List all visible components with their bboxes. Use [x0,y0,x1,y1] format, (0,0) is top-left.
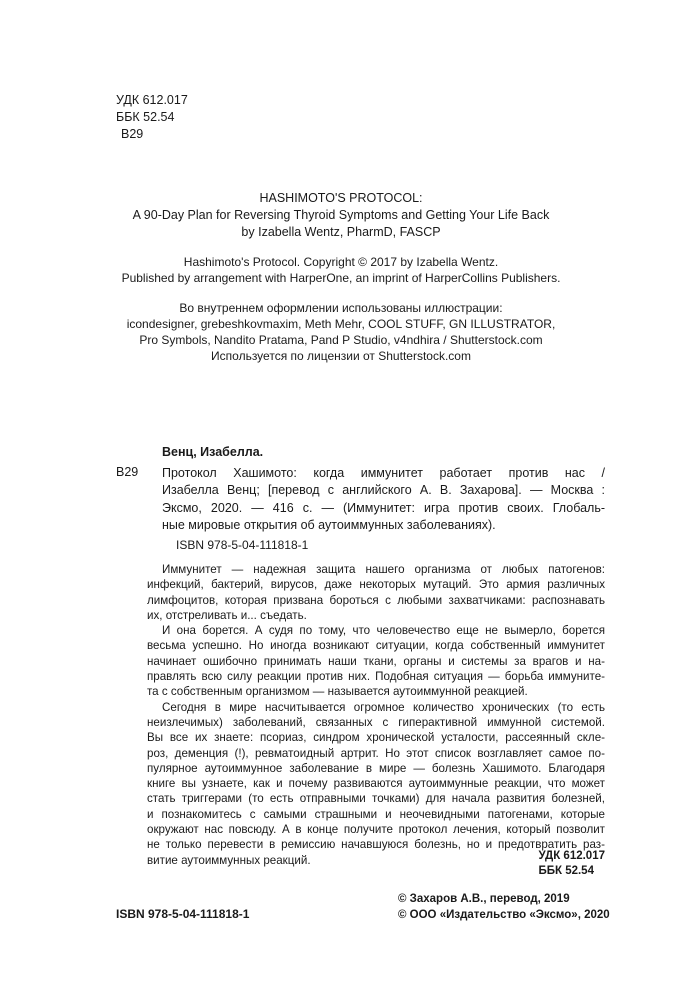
annotation-line: неизлечимых) заболеваний, связанных с гиперактивной иммунной системой. [147,715,605,729]
annotation-line: весьма успешно. Но иногда возникают ситуации, когда собственный иммунитет [147,639,605,653]
author-sign: В29 [121,127,144,141]
udk-code: УДК 612.017 [116,93,188,107]
biblio-isbn: ISBN 978-5-04-111818-1 [176,538,309,552]
biblio-description [162,465,605,534]
footer-isbn: ISBN 978-5-04-111818-1 [116,907,250,921]
footer-classification [538,849,605,879]
annotation-line: окружают нас повсюду. А в конце получите протокол лечения, который позволит [147,823,605,837]
annotation-line: роз, деменция (!), ревматоидный артрит. Но этот список возглавляет самое по- [147,746,605,760]
illustration-credit-line: icondesigner, grebeshkovmaxim, Meth Mehr, COOL STUFF, GN ILLUSTRATOR, [126,317,556,331]
annotation-line: и познакомитесь с самыми страшными и неочевидными патогенами, которые [147,807,605,821]
original-author: by Izabella Wentz, PharmD, FASCP [241,225,441,239]
illustration-credits [0,300,682,364]
illustration-credit-line: Используется по лицензии от Shutterstock.com [211,349,471,363]
classification-block [116,92,188,143]
annotation-line: стать триггерами (то есть отправными точками) для начала развития болезней, [147,792,605,806]
annotation-line: Вы все их знаете: псориаз, синдром хронической усталости, рассеянный скле- [147,731,605,745]
original-title-block [0,190,682,241]
annotation-line: Иммунитет — надежная защита нашего организма от любых патогенов: [162,563,605,576]
annotation-line: книге вы узнаете, как и почему развиваются аутоиммунные реакции, что может [147,777,605,791]
footer-copyrights [398,891,610,923]
original-title: HASHIMOTO'S PROTOCOL: [259,191,423,205]
copyright-line: Hashimoto's Protocol. Copyright © 2017 by Izabella Wentz. [183,255,499,269]
biblio-line: ные мировые открытия об аутоиммунных заболеваниях). [162,517,496,532]
copyright-publisher: © ООО «Издательство «Эксмо», 2020 [398,909,610,921]
annotation-line: лимфоцитов, которая призвана бороться с любыми захватчиками: распознавать [147,593,605,607]
annotation-paragraph [147,700,605,868]
biblio-line: Эксмо, 2020. — 416 с. — (Иммунитет: игра против своих. Глобаль- [162,500,605,515]
biblio-line: Изабелла Венц; [перевод с английского А. В. Захарова]. — Москва : [162,483,605,498]
biblio-author-heading: Венц, Изабелла. [162,445,264,459]
illustration-credit-line: Во внутреннем оформлении использованы иллюстрации: [179,301,503,315]
footer-udk: УДК 612.017 [538,850,605,862]
annotation-line: пулярное аутоиммунное заболевание в мире — болезнь Хашимото. Благодаря [147,761,605,775]
annotation-line: инфекций, бактерий, вирусов, даже некоторых мутаций. Это армия различных [147,578,605,592]
annotation-line: начинает ошибочно принимать наши ткани, органы и системы за врагов и на- [147,654,605,668]
original-copyright-block [0,254,682,286]
annotation [147,562,605,868]
published-by-line: Published by arrangement with HarperOne, an imprint of HarperCollins Publishers. [121,271,561,285]
annotation-line: та с собственным организмом — называется аутоиммунной реакцией. [147,685,528,699]
bbk-code: ББК 52.54 [116,110,175,124]
footer-bbk: ББК 52.54 [538,865,594,877]
biblio-author-sign: В29 [116,465,139,479]
annotation-line: не только перевести в ремиссию начавшуюся болезнь, но и предотвратить раз- [147,838,605,852]
annotation-paragraph [147,623,605,699]
annotation-line: витие аутоиммунных реакций. [147,853,311,867]
original-subtitle: A 90-Day Plan for Reversing Thyroid Symptoms and Getting Your Life Back [132,208,550,222]
biblio-line: Протокол Хашимото: когда иммунитет работает против нас / [162,466,605,480]
annotation-line: И она борется. А судя по тому, что человечество еще не вымерло, борется [162,624,605,638]
copyright-translation: © Захаров А.В., перевод, 2019 [398,893,570,905]
annotation-line: их, отстреливать и... съедать. [147,608,307,622]
annotation-paragraph [147,562,605,623]
annotation-line: Сегодня в мире насчитывается огромное количество хронических (то есть [162,700,605,714]
illustration-credit-line: Pro Symbols, Nandito Pratama, Pand P Studio, v4ndhira / Shutterstock.com [139,333,543,347]
annotation-line: правлять всю силу реакции против них. Подобная ситуация — борьба иммуните- [147,670,605,684]
